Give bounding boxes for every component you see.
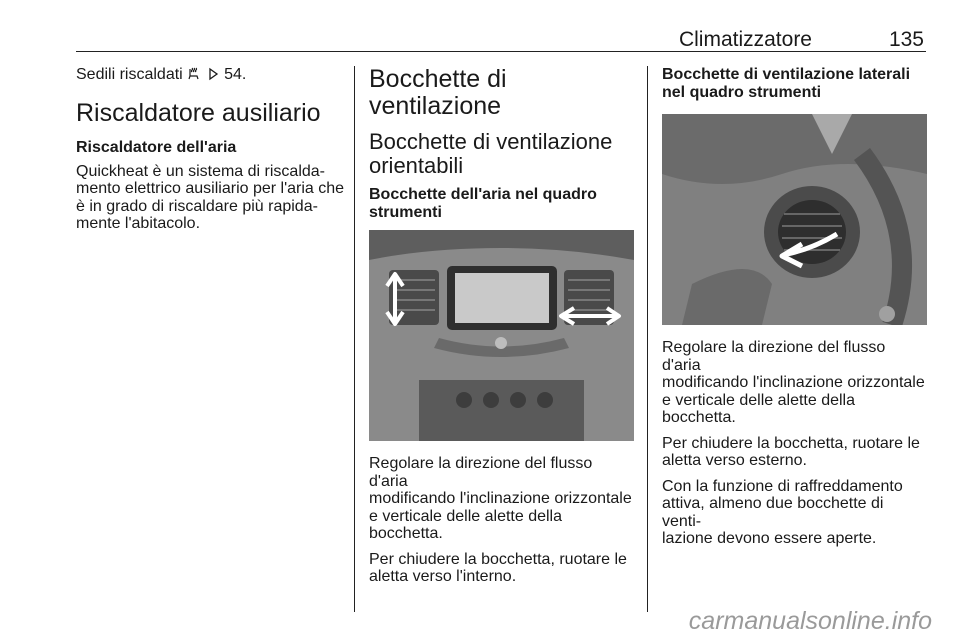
subheading-orientabili: Bocchette di ventilazione orientabili <box>369 129 613 178</box>
adjust-paragraph-side: Regolare la direzione del flusso d'aria modificando l'inclinazione orizzontale e verticale delle alette della bocchetta. <box>662 339 925 426</box>
column-3 <box>662 66 927 556</box>
column-1 <box>76 66 348 233</box>
side-vent-illustration <box>662 114 927 325</box>
running-header-title: Climatizzatore <box>678 28 812 51</box>
subheading-riscaldatore-aria: Riscaldatore dell'aria <box>76 138 237 156</box>
section-heading-bocchette: Bocchette di ventilazione <box>369 65 507 120</box>
page-number: 135 <box>888 28 924 51</box>
section-heading-riscaldatore-ausiliario: Riscaldatore ausiliario <box>76 98 321 127</box>
subheading-laterali: Bocchette di ventilazione laterali nel quadro strumenti <box>662 66 911 101</box>
close-paragraph-side: Per chiudere la bocchetta, ruotare le aletta verso esterno. <box>662 434 920 469</box>
page-reference-icon <box>206 67 220 81</box>
quickheat-paragraph: Quickheat è un sistema di riscalda- mento elettrico ausiliario per l'aria che è in grado di riscaldare più rapida- mente l'abitacolo. <box>76 162 345 232</box>
column-divider-1 <box>354 66 355 612</box>
close-paragraph-center: Per chiudere la bocchetta, ruotare le aletta verso l'interno. <box>369 550 627 585</box>
subheading-quadro-strumenti: Bocchette dell'aria nel quadro strumenti <box>369 186 597 221</box>
watermark: carmanualsonline.info <box>688 607 932 635</box>
center-vents-illustration <box>369 230 634 441</box>
header-divider <box>76 51 926 52</box>
column-2 <box>369 66 634 594</box>
cross-reference-label: Sedili riscaldati <box>76 66 183 83</box>
cross-reference-page: 54. <box>224 66 247 83</box>
column-divider-2 <box>647 66 648 612</box>
heated-seat-icon <box>187 67 201 81</box>
cross-reference <box>76 66 348 84</box>
cooling-paragraph: Con la funzione di raffreddamento attiva, almeno due bocchette di venti- lazione devono essere aperte. <box>662 477 903 547</box>
adjust-paragraph-center: Regolare la direzione del flusso d'aria modificando l'inclinazione orizzontale e verticale delle alette della bocchetta. <box>369 455 632 542</box>
